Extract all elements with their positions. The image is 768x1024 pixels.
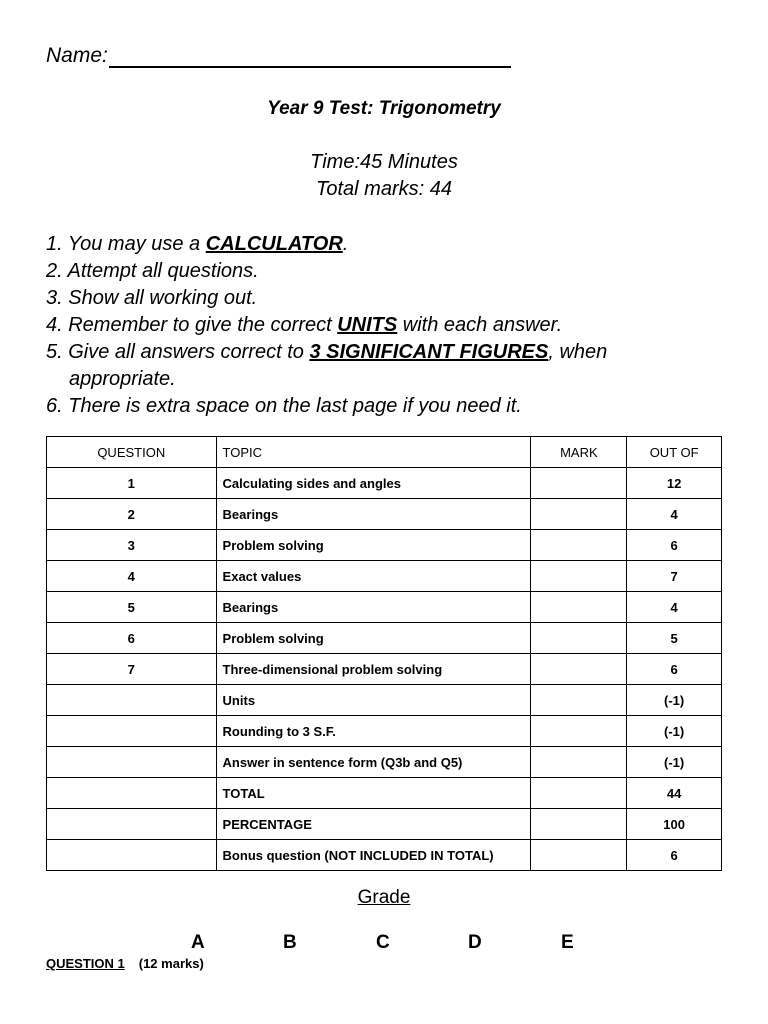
row-mark-cell[interactable] [531,592,627,623]
table-row [47,654,722,685]
row-out-of: 4 [627,592,722,623]
table-header-row [47,437,722,468]
row-question: 2 [47,499,217,530]
table-row [47,778,722,809]
row-out-of: 100 [627,809,722,840]
instruction-4-end: with each answer. [397,314,563,336]
instruction-5-continued: appropriate. [69,368,176,390]
question-1-heading [46,956,204,971]
row-out-of: 4 [627,499,722,530]
name-blank-line[interactable] [109,44,511,68]
row-topic: Exact values [216,561,531,592]
row-mark-cell[interactable] [531,530,627,561]
row-mark-cell[interactable] [531,685,627,716]
header-out-of: OUT OF [627,437,722,468]
table-row [47,716,722,747]
row-question [47,747,217,778]
instruction-1-end: . [342,233,349,255]
test-total-marks: Total marks: 44 [316,178,452,200]
row-mark-cell[interactable] [531,747,627,778]
row-mark-cell[interactable] [531,468,627,499]
grade-option-e[interactable]: E [561,932,574,953]
row-question [47,778,217,809]
row-out-of: 7 [627,561,722,592]
row-mark-cell[interactable] [531,654,627,685]
instruction-6: 6. There is extra space on the last page if you need it. [46,395,522,417]
table-row [47,592,722,623]
instruction-1-emphasis: CALCULATOR [205,233,343,255]
instructions-list [46,231,607,420]
row-topic: Calculating sides and angles [216,468,531,499]
row-question [47,809,217,840]
row-topic: Problem solving [216,530,531,561]
instruction-4-emphasis: UNITS [337,314,398,336]
grade-option-c[interactable]: C [376,932,390,953]
row-out-of: (-1) [627,747,722,778]
header-topic: TOPIC [216,437,531,468]
row-topic: Three-dimensional problem solving [216,654,531,685]
row-out-of: (-1) [627,716,722,747]
instruction-1 [46,231,607,258]
row-out-of: 5 [627,623,722,654]
row-mark-cell[interactable] [531,499,627,530]
grade-label: Grade [357,887,411,908]
row-question: 7 [47,654,217,685]
table-row [47,530,722,561]
row-topic: Rounding to 3 S.F. [216,716,531,747]
row-mark-cell[interactable] [531,716,627,747]
row-question [47,716,217,747]
row-question: 5 [47,592,217,623]
header-mark: MARK [531,437,627,468]
row-question: 3 [47,530,217,561]
test-title: Year 9 Test: Trigonometry [267,98,501,119]
row-question [47,840,217,871]
row-out-of: 12 [627,468,722,499]
test-time: Time:45 Minutes [310,151,458,173]
instruction-3: 3. Show all working out. [46,287,258,309]
row-mark-cell[interactable] [531,561,627,592]
row-topic: Bonus question (NOT INCLUDED IN TOTAL) [216,840,531,871]
row-out-of: 6 [627,840,722,871]
row-topic: Bearings [216,499,531,530]
row-out-of: 44 [627,778,722,809]
table-row [47,685,722,716]
instruction-5 [46,339,607,366]
row-out-of: 6 [627,530,722,561]
instruction-5-end: , when [548,341,608,363]
row-mark-cell[interactable] [531,809,627,840]
table-row [47,468,722,499]
instruction-4-text: 4. Remember to give the correct [46,314,338,336]
grade-option-d[interactable]: D [468,932,482,953]
table-row [47,840,722,871]
row-question [47,685,217,716]
row-question: 6 [47,623,217,654]
instruction-1-text: 1. You may use a [46,233,206,255]
name-label: Name: [46,44,108,67]
question-1-marks: (12 marks) [138,956,204,971]
row-question: 1 [47,468,217,499]
row-topic: TOTAL [216,778,531,809]
grade-option-b[interactable]: B [283,932,297,953]
row-topic: Bearings [216,592,531,623]
row-out-of: 6 [627,654,722,685]
name-field-row [46,44,511,68]
table-row [47,561,722,592]
instruction-5-text: 5. Give all answers correct to [46,341,310,363]
row-mark-cell[interactable] [531,778,627,809]
row-out-of: (-1) [627,685,722,716]
row-topic: Answer in sentence form (Q3b and Q5) [216,747,531,778]
instruction-2: 2. Attempt all questions. [46,260,259,282]
instruction-5-emphasis: 3 SIGNIFICANT FIGURES [309,341,549,363]
marks-table [46,436,722,871]
grade-option-a[interactable]: A [191,932,205,953]
table-row [47,623,722,654]
row-mark-cell[interactable] [531,840,627,871]
marks-table-body [47,468,722,871]
header-question: QUESTION [47,437,217,468]
table-row [47,809,722,840]
row-mark-cell[interactable] [531,623,627,654]
row-topic: PERCENTAGE [216,809,531,840]
question-1-label: QUESTION 1 [46,956,125,971]
row-question: 4 [47,561,217,592]
table-row [47,747,722,778]
row-topic: Units [216,685,531,716]
instruction-4 [46,312,607,339]
table-row [47,499,722,530]
row-topic: Problem solving [216,623,531,654]
